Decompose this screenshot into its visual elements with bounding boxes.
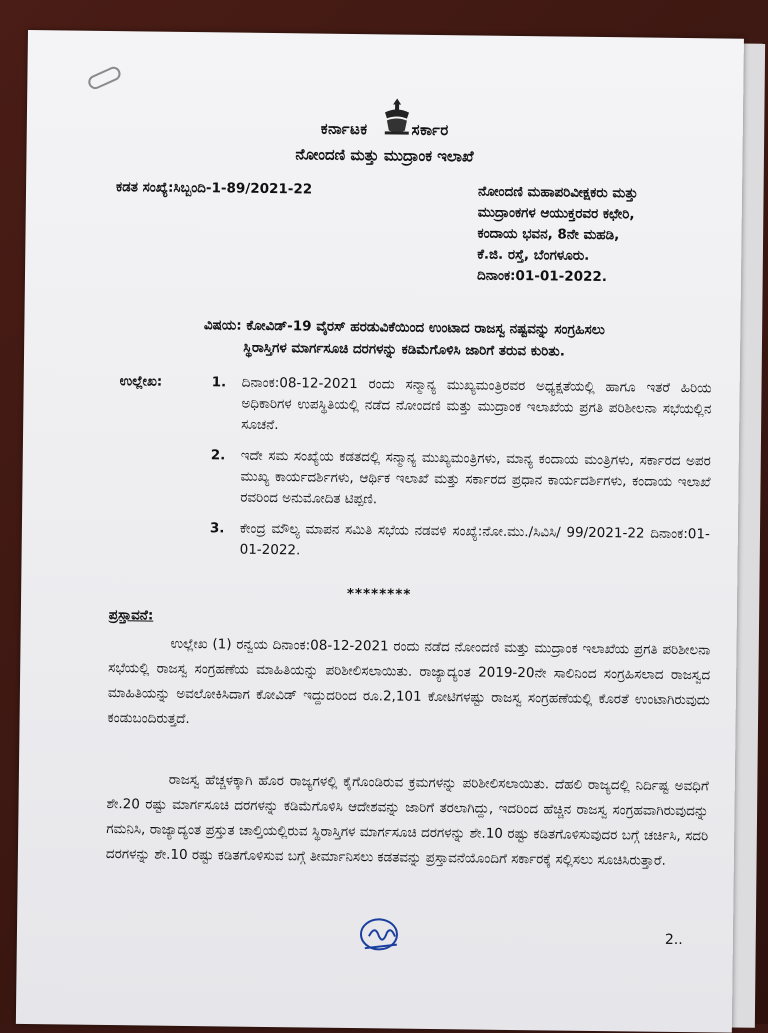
reference-item — [211, 372, 712, 441]
separator: ******** — [346, 585, 412, 603]
reference-number: 3. — [209, 520, 225, 537]
subject-line: ವಿಷಯ: ಕೋವಿಡ್-19 ವೈರಸ್ ಹರಡುವಿಕೆಯಿಂದ ಉಂಟಾದ ರಾಜಸ್ವ ನಷ್ಟವನ್ನು ಸಂಗ್ರಹಿಸಲು — [203, 317, 605, 339]
address-line: ಮುದ್ರಾಂಕಗಳ ಆಯುಕ್ತರವರ ಕಛೇರಿ, — [477, 204, 635, 223]
reference-number: 2. — [210, 447, 226, 464]
subject — [124, 313, 684, 364]
reference-text: ಇದೇ ಸಮ ಸಂಖ್ಯೆಯ ಕಡತದಲ್ಲಿ ಸನ್ಮಾನ್ಯ ಮುಖ್ಯಮಂತ್ರಿಗಳು, ಮಾನ್ಯ ಕಂದಾಯ ಮಂತ್ರಿಗಳು, ಸರ್ಕಾರದ ಅಪರ ಮುಖ್ಯ ಕಾರ್ಯದರ್ಶಿಗಳು, ಆರ್ಥಿಕ ಇಲಾಖೆ ಮತ್ತು ಸರ್ಕಾರದ ಪ್ರಧಾನ ಕಾರ್ಯದರ್ಶಿಗಳು, ಕಂದಾಯ ಇಲಾಖೆ ರವರಿಂದ ಅನುಮೋದಿತ ಟಿಪ್ಪಣಿ. — [240, 447, 711, 508]
references — [119, 371, 720, 559]
paper-clip-icon — [86, 65, 123, 92]
address-line: ಕಂದಾಯ ಭವನ, 8ನೇ ಮಹಡಿ, — [477, 225, 620, 244]
page-number: 2.. — [664, 931, 683, 949]
reference-list — [209, 372, 711, 576]
address-line: ನೋಂದಣಿ ಮಹಾಪರಿವೀಕ್ಷಕರು ಮತ್ತು — [477, 183, 638, 202]
signature-initials — [357, 914, 407, 955]
gov-title-left: ಕರ್ನಾಟಕ — [320, 119, 368, 139]
department-title: ನೋಂದಣಿ ಮತ್ತು ಮುದ್ರಾಂಕ ಇಲಾಖೆ — [295, 145, 474, 166]
document-date: ದಿನಾಂಕ:01-01-2022. — [476, 267, 608, 286]
reference-text: ಕೇಂದ್ರ ಮೌಲ್ಯ ಮಾಪನ ಸಮಿತಿ ಸಭೆಯ ನಡವಳಿ ಸಂಖ್ಯೆ:ನೋ.ಮು./ಸಿವಿಸಿ/ 99/2021-22 ದಿನಾಂಕ:01-01-2022. — [239, 520, 710, 559]
gov-title-right: ಸರ್ಕಾರ — [411, 120, 449, 140]
reference-item — [210, 518, 710, 566]
subject-line: ಸ್ಥಿರಾಸ್ತಿಗಳ ಮಾರ್ಗಸೂಚಿ ದರಗಳನ್ನು ಕಡಿಮೆಗೊಳಿಸಿ ಜಾರಿಗೆ ತರುವ ಕುರಿತು. — [243, 339, 565, 360]
body-paragraph: ರಾಜಸ್ವ ಹೆಚ್ಚಳಕ್ಕಾಗಿ ಹೊರ ರಾಜ್ಯಗಳಲ್ಲಿ ಕೈಗೊಂಡಿರುವ ಕ್ರಮಗಳನ್ನು ಪರಿಶೀಲಿಸಲಾಯಿತು. ದೆಹಲಿ ರಾಜ್ಯದಲ್ಲಿ ನಿರ್ದಿಷ್ಟ ಅವಧಿಗೆ ಶೇ.20 ರಷ್ಟು ಮಾರ್ಗಸೂಚಿ ದರಗಳನ್ನು ಕಡಿಮೆಗೊಳಿಸಿ ಆದೇಶವನ್ನು ಜಾರಿಗೆ ತರಲಾಗಿದ್ದು, ಇದರಿಂದ ಹೆಚ್ಚಿನ ರಾಜಸ್ವ ಸಂಗ್ರಹವಾಗಿರುವುದನ್ನು ಗಮನಿಸಿ, ರಾಜ್ಯಾದ್ಯಂತ ಪ್ರಸ್ತುತ ಚಾಲ್ತಿಯಲ್ಲಿರುವ ಸ್ಥಿರಾಸ್ತಿಗಳ ಮಾರ್ಗಸೂಚಿ ದರಗಳನ್ನು ಶೇ.10 ರಷ್ಟು ಕಡಿತಗೊಳಿಸುವುದರ ಬಗ್ಗೆ ಚರ್ಚಿಸಿ, ಸದರಿ ದರಗಳನ್ನು ಶೇ.10 ರಷ್ಟು ಕಡಿತಗೊಳಿಸುವ ಬಗ್ಗೆ ತೀರ್ಮಾನಿಸಲು ಕಡತವನ್ನು ಪ್ರಸ್ತಾವನೆಯೊಂದಿಗೆ ಸರ್ಕಾರಕ್ಕೆ ಸಲ್ಲಿಸಲು ಸೂಚಿಸಿರುತ್ತಾರೆ. — [105, 771, 709, 869]
file-number: ಕಡತ ಸಂಖ್ಯೆ:ಸಿಬ್ಬಂದಿ-1-89/2021-22 — [115, 179, 313, 198]
references-label: ಉಲ್ಲೇಖ: — [119, 373, 163, 390]
government-title — [27, 116, 743, 143]
office-address — [477, 182, 728, 290]
reference-text: ದಿನಾಂಕ:08-12-2021 ರಂದು ಸನ್ಮಾನ್ಯ ಮುಖ್ಯಮಂತ್ರಿರವರ ಅಧ್ಯಕ್ಷತೆಯಲ್ಲಿ ಹಾಗೂ ಇತರೆ ಹಿರಿಯ ಅಧಿಕಾರಿಗಳ ಉಪಸ್ಥಿತಿಯಲ್ಲಿ ನಡೆದ ನೋಂದಣಿ ಮತ್ತು ಮುದ್ರಾಂಕ ಇಲಾಖೆಯ ಪ್ರಗತಿ ಪರಿಶೀಲನಾ ಸಭೆಯಲ್ಲಿನ ಸೂಚನೆ. — [241, 374, 712, 434]
body-paragraph: ಉಲ್ಲೇಖ (1) ರನ್ವಯ ದಿನಾಂಕ:08-12-2021 ರಂದು ನಡೆದ ನೋಂದಣಿ ಮತ್ತು ಮುದ್ರಾಂಕ ಇಲಾಖೆಯ ಪ್ರಗತಿ ಪರಿಶೀಲನಾ ಸಭೆಯಲ್ಲಿ ರಾಜಸ್ವ ಸಂಗ್ರಹಣೆಯ ಮಾಹಿತಿಯನ್ನು ಪರಿಶೀಲಿಸಲಾಯಿತು. ರಾಜ್ಯಾದ್ಯಂತ 2019-20ನೇ ಸಾಲಿನಿಂದ ಸಂಗ್ರಹಿಸಲಾದ ರಾಜಸ್ವದ ಮಾಹಿತಿಯನ್ನು ಅವಲೋಕಿಸಿದಾಗ ಕೋವಿಡ್ ಇದ್ದುದರಿಂದ ರೂ.2,101 ಕೋಟಿಗಳಷ್ಟು ರಾಜಸ್ವ ಸಂಗ್ರಹಣೆಯಲ್ಲಿ ಕೊರತೆ ಉಂಟಾಗಿರುವುದು ಕಂಡುಬಂದಿರುತ್ತದೆ. — [107, 635, 711, 728]
document-page — [16, 30, 744, 1033]
preamble-heading: ಪ್ರಸ್ತಾವನೆ: — [108, 607, 154, 624]
address-line: ಕೆ.ಜಿ. ರಸ್ತೆ, ಬೆಂಗಳೂರು. — [477, 246, 590, 264]
reference-item — [210, 445, 711, 514]
reference-number: 1. — [211, 374, 227, 391]
